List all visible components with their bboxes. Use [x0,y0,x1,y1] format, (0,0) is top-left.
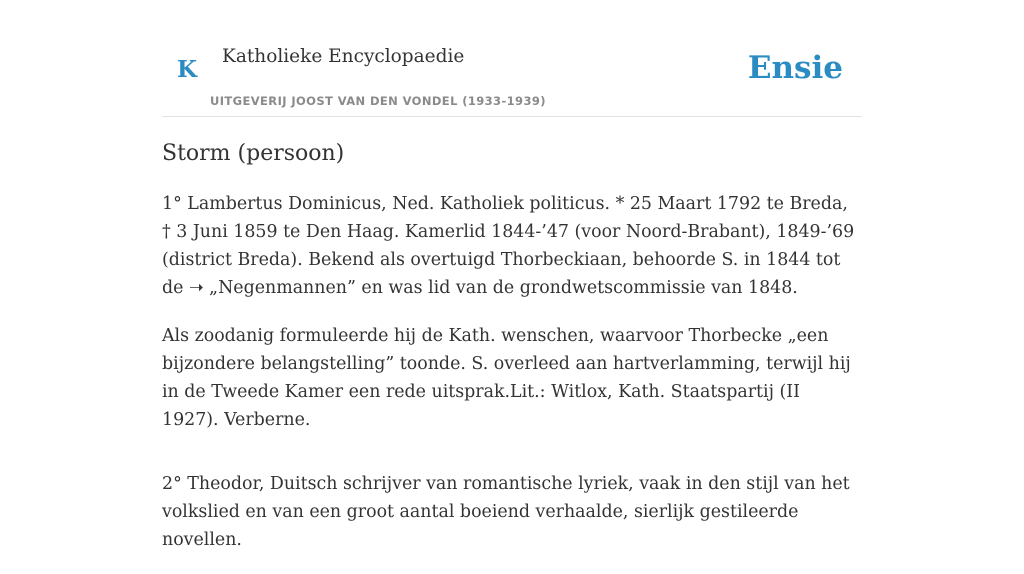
ensie-brand-logo[interactable]: Ensie [747,50,843,86]
encyclopedia-logo[interactable]: K [177,56,197,83]
article-paragraph-2: Als zoodanig formuleerde hij de Kath. wenschen, waarvoor Thorbecke „een bijzondere belangstelling” toonde. S. overleed aan hartverlamming, terwijl hij in de Tweede Kamer een rede uitsprak.Lit.: Witlox, Kath. Staatspartij (II 1927). Verberne. [162,326,851,430]
site-title[interactable]: Katholieke Encyclopaedie [222,46,465,67]
article-body [162,138,862,574]
site-header [162,0,862,117]
article-paragraph-1 [162,190,862,302]
cross-reference-arrow-icon[interactable]: ➝ [188,278,204,298]
article-title: Storm (persoon) [162,141,345,166]
paragraph-1-text-continued: „Negenmannen” en was lid van de grondwetscommissie van 1848. [203,278,798,298]
publisher-label: UITGEVERIJ JOOST VAN DEN VONDEL (1933-1939) [210,94,546,108]
paragraph-1-text: 1° Lambertus Dominicus, Ned. Katholiek politicus. * 25 Maart 1792 te Breda, † 3 Juni 1859 te Den Haag. Kamerlid 1844-’47 (voor Noord-Brabant), 1849-’69 (district Breda). Bekend als overtuigd Thorbeckiaan, behoorde S. in 1844 tot de [162,194,855,298]
article-paragraph-3: 2° Theodor, Duitsch schrijver van romantische lyriek, vaak in den stijl van het volkslied en van een groot aantal boeiend verhaalde, sierlijk gestileerde novellen. [162,474,850,550]
